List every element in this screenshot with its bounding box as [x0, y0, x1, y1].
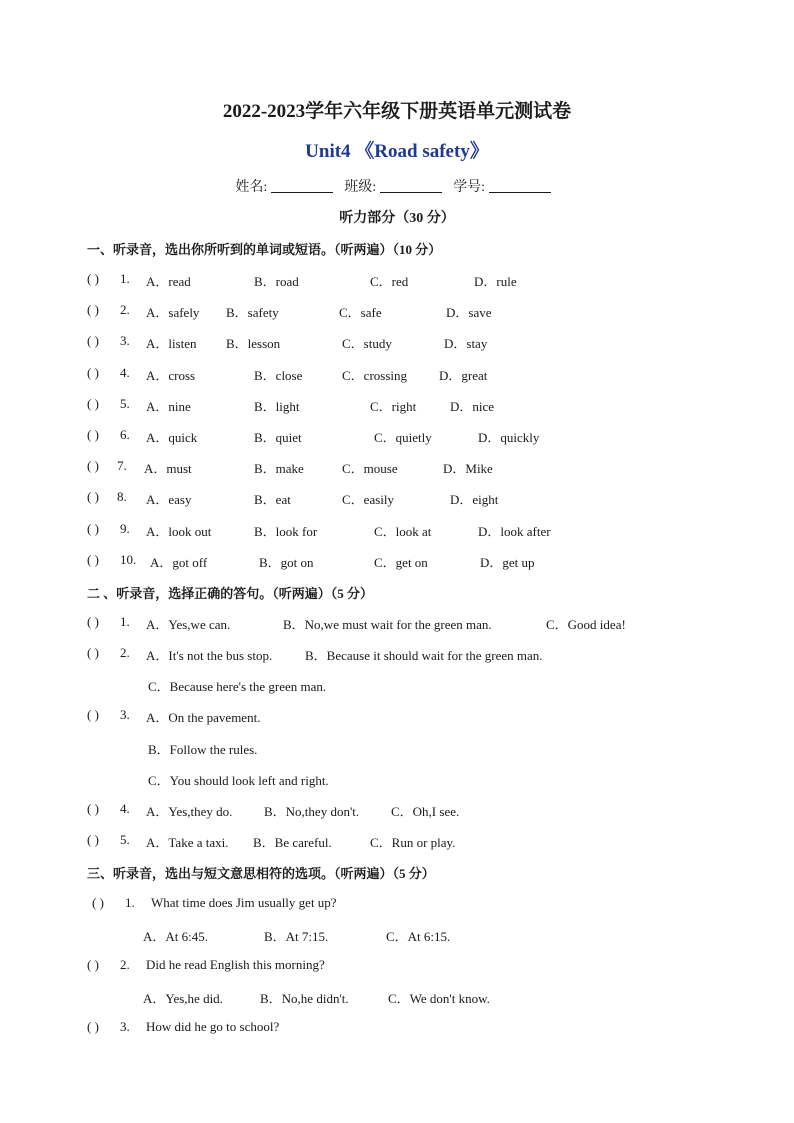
option-a: A．On the pavement.: [146, 710, 261, 725]
option-a: A．At 6:45.: [143, 929, 209, 944]
option-b: B．Because it should wait for the green man.: [305, 648, 543, 663]
option-b: B．Follow the rules.: [148, 742, 258, 757]
answer-paren[interactable]: ( ): [87, 489, 99, 505]
question-number: 9.: [120, 520, 130, 536]
option-d: D．stay: [444, 336, 488, 352]
option-b: B．light: [254, 398, 300, 414]
option-b: B．got on: [259, 554, 314, 570]
option-d: D．save: [446, 305, 492, 321]
answer-paren[interactable]: ( ): [87, 427, 99, 442]
answer-paren[interactable]: ( ): [87, 614, 99, 629]
answer-paren[interactable]: ( ): [87, 801, 99, 816]
option-c: C．Because here's the green man.: [148, 679, 327, 694]
question-number: 7.: [117, 458, 127, 474]
option-c: C．safe: [339, 305, 382, 321]
option-a: A．easy: [146, 492, 192, 508]
option-c: C．You should look left and right.: [148, 773, 329, 788]
question-number: 1.: [120, 271, 130, 286]
option-b: B．eat: [254, 492, 291, 508]
option-d: D．look after: [478, 523, 551, 539]
answer-paren[interactable]: ( ): [87, 832, 99, 847]
option-a: A．listen: [146, 336, 197, 352]
option-a: A．Yes,they do.: [146, 804, 233, 819]
option-a: A．Take a taxi.: [146, 835, 229, 850]
question-number: 1.: [120, 614, 130, 629]
answer-paren[interactable]: ( ): [87, 520, 99, 536]
question-number: 6.: [120, 427, 130, 442]
option-d: D．get up: [480, 554, 535, 570]
option-c: C．We don't know.: [388, 991, 490, 1006]
section3-title: 三、听录音，选出与短文意思相符的选项。（听两遍）（5 分）: [87, 866, 435, 881]
option-c: C．easily: [342, 492, 394, 508]
question-number: 10.: [120, 551, 137, 567]
option-d: D．great: [439, 367, 488, 383]
listening-part-title: 听力部分（30 分）: [339, 211, 455, 226]
answer-paren[interactable]: ( ): [87, 395, 99, 411]
question-number: 2.: [120, 957, 130, 972]
option-b: B．quiet: [254, 430, 302, 445]
option-a: A．Yes,he did.: [143, 991, 223, 1006]
question-number: 3.: [120, 1019, 130, 1034]
option-a: A．cross: [146, 367, 196, 383]
question-number: 5.: [120, 832, 130, 847]
option-b: B．safety: [226, 305, 279, 321]
question-number: 2.: [120, 302, 130, 318]
question-number: 3.: [120, 707, 130, 722]
option-b: B．No,he didn't.: [260, 991, 349, 1006]
question-number: 3.: [120, 333, 130, 349]
question-text: What time does Jim usually get up?: [151, 895, 337, 910]
option-c: C．right: [370, 398, 417, 414]
section2-title: 二 、听录音，选择正确的答句。（听两遍）（5 分）: [87, 586, 374, 601]
question-number: 8.: [117, 489, 127, 505]
name-label: 姓名:: [235, 180, 268, 195]
answer-paren[interactable]: ( ): [87, 645, 99, 660]
answer-paren[interactable]: ( ): [87, 364, 99, 380]
option-b: B．look for: [254, 523, 318, 539]
unit-subtitle: Unit4 《Road safety》: [305, 141, 489, 162]
option-c: C．At 6:15.: [386, 929, 451, 944]
option-a: A．look out: [146, 523, 212, 539]
answer-paren[interactable]: ( ): [87, 957, 99, 972]
class-label: 班级:: [344, 180, 377, 195]
answer-paren[interactable]: ( ): [92, 895, 104, 910]
answer-paren[interactable]: ( ): [87, 1019, 99, 1034]
question-number: 2.: [120, 645, 130, 660]
question-number: 4.: [120, 801, 130, 816]
option-c: C．red: [370, 274, 409, 289]
option-a: A．got off: [150, 554, 208, 570]
answer-paren[interactable]: ( ): [87, 707, 99, 722]
answer-paren[interactable]: ( ): [87, 458, 99, 474]
option-c: C．quietly: [374, 430, 432, 445]
student-info-row: [0, 176, 794, 196]
option-d: D．eight: [450, 492, 499, 508]
option-b: B．road: [254, 274, 299, 289]
option-a: A．nine: [146, 398, 191, 414]
option-a: A．It's not the bus stop.: [146, 648, 273, 663]
question-number: 1.: [125, 895, 135, 910]
option-d: D．quickly: [478, 430, 540, 445]
option-d: D．rule: [474, 274, 517, 289]
answer-paren[interactable]: ( ): [87, 271, 99, 286]
option-b: B．No,they don't.: [264, 804, 360, 819]
name-blank[interactable]: [271, 178, 333, 193]
question-number: 4.: [120, 364, 130, 380]
question-text: How did he go to school?: [146, 1019, 280, 1034]
option-b: B．close: [254, 367, 303, 383]
option-a: A．safely: [146, 305, 200, 321]
option-c: C．get on: [374, 554, 428, 570]
option-c: C．Oh,I see.: [391, 804, 460, 819]
option-c: C．Run or play.: [370, 835, 456, 850]
answer-paren[interactable]: ( ): [87, 551, 99, 567]
option-b: B．At 7:15.: [264, 929, 329, 944]
option-b: B．Be careful.: [253, 835, 332, 850]
option-a: A．quick: [146, 430, 198, 445]
id-label: 学号:: [453, 180, 486, 195]
option-c: C．Good idea!: [546, 617, 626, 632]
option-a: A．Yes,we can.: [146, 617, 231, 632]
answer-paren[interactable]: ( ): [87, 302, 99, 318]
option-d: D．Mike: [443, 461, 493, 477]
option-a: A．read: [146, 274, 191, 289]
option-c: C．crossing: [342, 367, 408, 383]
option-c: C．look at: [374, 523, 432, 539]
id-blank[interactable]: [489, 178, 551, 193]
option-c: C．study: [342, 336, 392, 352]
section1-title: 一、听录音，选出你所听到的单词或短语。（听两遍）（10 分）: [87, 242, 442, 257]
option-d: D．nice: [450, 398, 495, 414]
option-c: C．mouse: [342, 461, 398, 477]
answer-paren[interactable]: ( ): [87, 333, 99, 349]
option-b: B．lesson: [226, 336, 281, 352]
question-number: 5.: [120, 395, 130, 411]
question-text: Did he read English this morning?: [146, 957, 325, 972]
option-a: A．must: [144, 461, 192, 477]
exam-title: 2022-2023学年六年级下册英语单元测试卷: [222, 101, 572, 122]
class-blank[interactable]: [380, 178, 442, 193]
option-b: B．No,we must wait for the green man.: [283, 617, 492, 632]
option-b: B．make: [254, 461, 304, 477]
